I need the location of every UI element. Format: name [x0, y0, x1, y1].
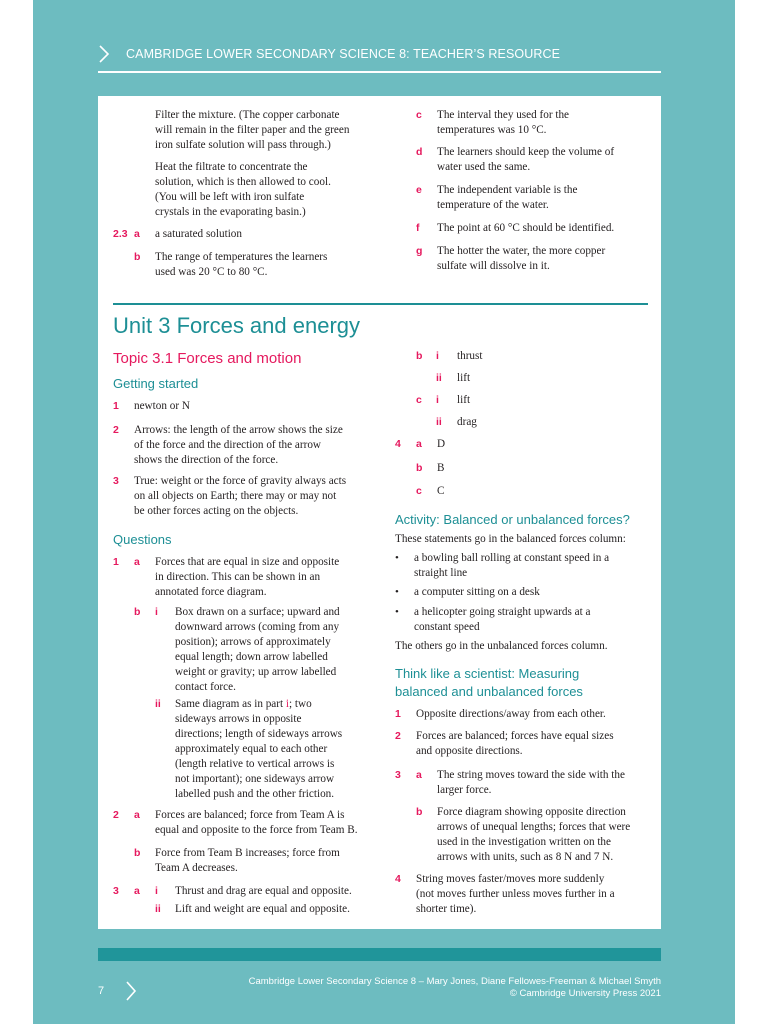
bullet-text: a bowling ball rolling at constant speed in a	[414, 552, 610, 564]
part-label-a: a	[134, 556, 140, 568]
answer-text: larger force.	[437, 784, 492, 796]
answer-text	[175, 697, 312, 712]
section-divider	[113, 303, 648, 305]
part-label-g: g	[416, 245, 423, 257]
getting-started-heading: Getting started	[113, 376, 199, 391]
answer-text: lift	[457, 372, 471, 384]
answer-text: newton or N	[134, 400, 190, 412]
answer-text-segment: Same diagram as in part	[175, 698, 286, 710]
bullet-text: a helicopter going straight upwards at a	[414, 606, 591, 618]
part-label-a: a	[134, 228, 140, 240]
answer-text: Thrust and drag are equal and opposite.	[175, 885, 352, 897]
part-label-b: b	[416, 806, 423, 818]
answer-text: (not moves further unless moves further in a	[416, 888, 615, 900]
answer-text: in direction. This can be shown in an	[155, 571, 321, 583]
answer-text: shows the direction of the force.	[134, 454, 279, 466]
heat-para-line: crystals in the evaporating basin.)	[155, 206, 306, 218]
answer-text: annotated force diagram.	[155, 586, 267, 598]
think-heading: balanced and unbalanced forces	[395, 684, 583, 699]
item-number: 1	[113, 400, 119, 412]
question-number-4: 4	[395, 438, 401, 450]
answer-text: String moves faster/moves more suddenly	[416, 873, 605, 885]
answer-text: The range of temperatures the learners	[155, 251, 328, 263]
part-label-d: d	[416, 146, 423, 158]
answer-text: The string moves toward the side with the	[437, 769, 625, 781]
question-number-2: 2	[113, 809, 119, 821]
answer-text: of the force and the direction of the arrow	[134, 439, 321, 451]
answer-text: D	[437, 438, 446, 450]
answer-text: equal and opposite to the force from Team B.	[155, 824, 358, 836]
answer-text: and opposite directions.	[416, 745, 523, 757]
answer-text: sideways arrows in opposite	[175, 713, 302, 725]
answer-text: labelled push and the other friction.	[175, 788, 335, 800]
answer-text: arrows with units, such as 8 N and 7 N.	[437, 851, 614, 863]
heat-para-line: (You will be left with iron sulfate	[155, 191, 305, 203]
answer-text: Box drawn on a surface; upward and	[175, 606, 340, 618]
question-number-2-3: 2.3	[113, 228, 128, 240]
filter-para-line: iron sulfate solution will pass through.)	[155, 139, 331, 151]
answer-text: Forces are balanced; force from Team A is	[155, 809, 345, 821]
part-label-c: c	[416, 485, 422, 497]
answer-text: on all objects on Earth; there may or may not	[134, 490, 337, 502]
answer-text: water used the same.	[437, 161, 531, 173]
item-number: 3	[113, 475, 119, 487]
header-title: CAMBRIDGE LOWER SECONDARY SCIENCE 8: TEACHER’S RESOURCE	[126, 47, 561, 61]
answer-text-segment: ; two	[289, 698, 312, 710]
bullet-text: a computer sitting on a desk	[414, 586, 540, 598]
filter-para-line: will remain in the filter paper and the green	[155, 124, 350, 136]
question-number-1: 1	[113, 556, 119, 568]
answer-text: approximately equal to each other	[175, 743, 328, 755]
answer-text: C	[437, 485, 445, 497]
answer-text: Lift and weight are equal and opposite.	[175, 903, 350, 915]
item-number: 2	[395, 730, 401, 742]
page-number: 7	[98, 985, 105, 997]
answer-text: thrust	[457, 350, 483, 362]
heat-para-line: solution, which is then allowed to cool.	[155, 176, 331, 188]
part-label-a: a	[134, 885, 140, 897]
bullet-text: straight line	[414, 567, 468, 579]
footer-bar	[98, 948, 661, 961]
answer-text: used was 20 °C to 80 °C.	[155, 266, 268, 278]
activity-heading: Activity: Balanced or unbalanced forces?	[395, 512, 630, 527]
bullet-icon: •	[395, 586, 399, 598]
answer-text: position); arrows of approximately	[175, 636, 331, 648]
answer-text: The hotter the water, the more copper	[437, 245, 606, 257]
answer-text: Arrows: the length of the arrow shows the size	[134, 424, 343, 436]
answer-text: Team A decreases.	[155, 862, 238, 874]
answer-text: drag	[457, 416, 477, 428]
part-label-f: f	[416, 222, 420, 234]
unit-title: Unit 3 Forces and energy	[113, 313, 361, 338]
questions-heading: Questions	[113, 532, 172, 547]
answer-text: (length relative to vertical arrows is	[175, 758, 335, 770]
part-label-c: c	[416, 394, 422, 406]
subpart-label-i: i	[436, 394, 439, 406]
answer-text: The interval they used for the	[437, 109, 570, 121]
subpart-label-ii: ii	[436, 372, 442, 384]
chevron-right-icon[interactable]	[125, 980, 137, 1002]
activity-outro: The others go in the unbalanced forces column.	[395, 640, 608, 652]
part-label-b: b	[134, 847, 141, 859]
answer-text: not important); one sideways arrow	[175, 773, 335, 785]
topic-title: Topic 3.1 Forces and motion	[113, 350, 302, 367]
answer-text: sulfate will dissolve in it.	[437, 260, 550, 272]
answer-text: equal length; down arrow labelled	[175, 651, 328, 663]
part-label-c: c	[416, 109, 422, 121]
subpart-label-i: i	[436, 350, 439, 362]
part-label-b: b	[134, 606, 141, 618]
subpart-label-i: i	[155, 885, 158, 897]
answer-text: Forces are balanced; forces have equal sizes	[416, 730, 614, 742]
part-label-b: b	[134, 251, 141, 263]
chevron-right-icon	[98, 44, 110, 64]
part-label-b: b	[416, 462, 423, 474]
answer-text: The learners should keep the volume of	[437, 146, 615, 158]
activity-intro: These statements go in the balanced forces column:	[395, 533, 626, 545]
answer-text: The independent variable is the	[437, 184, 578, 196]
answer-text: temperatures was 10 °C.	[437, 124, 547, 136]
answer-text: B	[437, 462, 445, 474]
footer-copyright: © Cambridge University Press 2021	[509, 988, 661, 999]
part-label-a: a	[134, 809, 140, 821]
answer-text: directions; length of sideways arrows	[175, 728, 343, 740]
header-rule	[98, 71, 661, 73]
footer-authors: Cambridge Lower Secondary Science 8 – Mary Jones, Diane Fellowes-Freeman & Michael Smyth	[248, 976, 661, 987]
item-number: 3	[395, 769, 401, 781]
answer-text: weight or gravity; up arrow labelled	[175, 666, 337, 678]
subpart-label-ii: ii	[436, 416, 442, 428]
bullet-icon: •	[395, 552, 399, 564]
bullet-icon: •	[395, 606, 399, 618]
answer-text: Forces that are equal in size and opposite	[155, 556, 340, 568]
answer-text: downward arrows (coming from any	[175, 621, 340, 633]
item-number: 1	[395, 708, 401, 720]
bullet-text: constant speed	[414, 621, 480, 633]
part-label-b: b	[416, 350, 423, 362]
subpart-label-ii: ii	[155, 698, 161, 710]
answer-text: Opposite directions/away from each other.	[416, 708, 606, 720]
answer-text: The point at 60 °C should be identified.	[437, 222, 615, 234]
answer-text: temperature of the water.	[437, 199, 549, 211]
answer-text: a saturated solution	[155, 228, 242, 240]
part-label-a: a	[416, 769, 422, 781]
answer-text: True: weight or the force of gravity always acts	[134, 475, 347, 487]
part-label-e: e	[416, 184, 422, 196]
part-reference: i	[285, 698, 290, 710]
question-number-3: 3	[113, 885, 119, 897]
subpart-label-ii: ii	[155, 903, 161, 915]
answer-text: Force diagram showing opposite direction	[437, 806, 626, 818]
item-number: 2	[113, 424, 119, 436]
answer-text: shorter time).	[416, 903, 477, 915]
answer-text: lift	[457, 394, 471, 406]
answer-text: be other forces acting on the objects.	[134, 505, 299, 517]
think-heading: Think like a scientist: Measuring	[395, 666, 580, 681]
answer-text: arrows of unequal lengths; forces that were	[437, 821, 631, 833]
part-label-a: a	[416, 438, 422, 450]
filter-para-line: Filter the mixture. (The copper carbonate	[155, 109, 340, 121]
item-number: 4	[395, 873, 401, 885]
answer-text: Force from Team B increases; force from	[155, 847, 340, 859]
heat-para-line: Heat the filtrate to concentrate the	[155, 161, 308, 173]
answer-text: contact force.	[175, 681, 236, 693]
answer-text: used in the investigation written on the	[437, 836, 611, 848]
subpart-label-i: i	[155, 606, 158, 618]
